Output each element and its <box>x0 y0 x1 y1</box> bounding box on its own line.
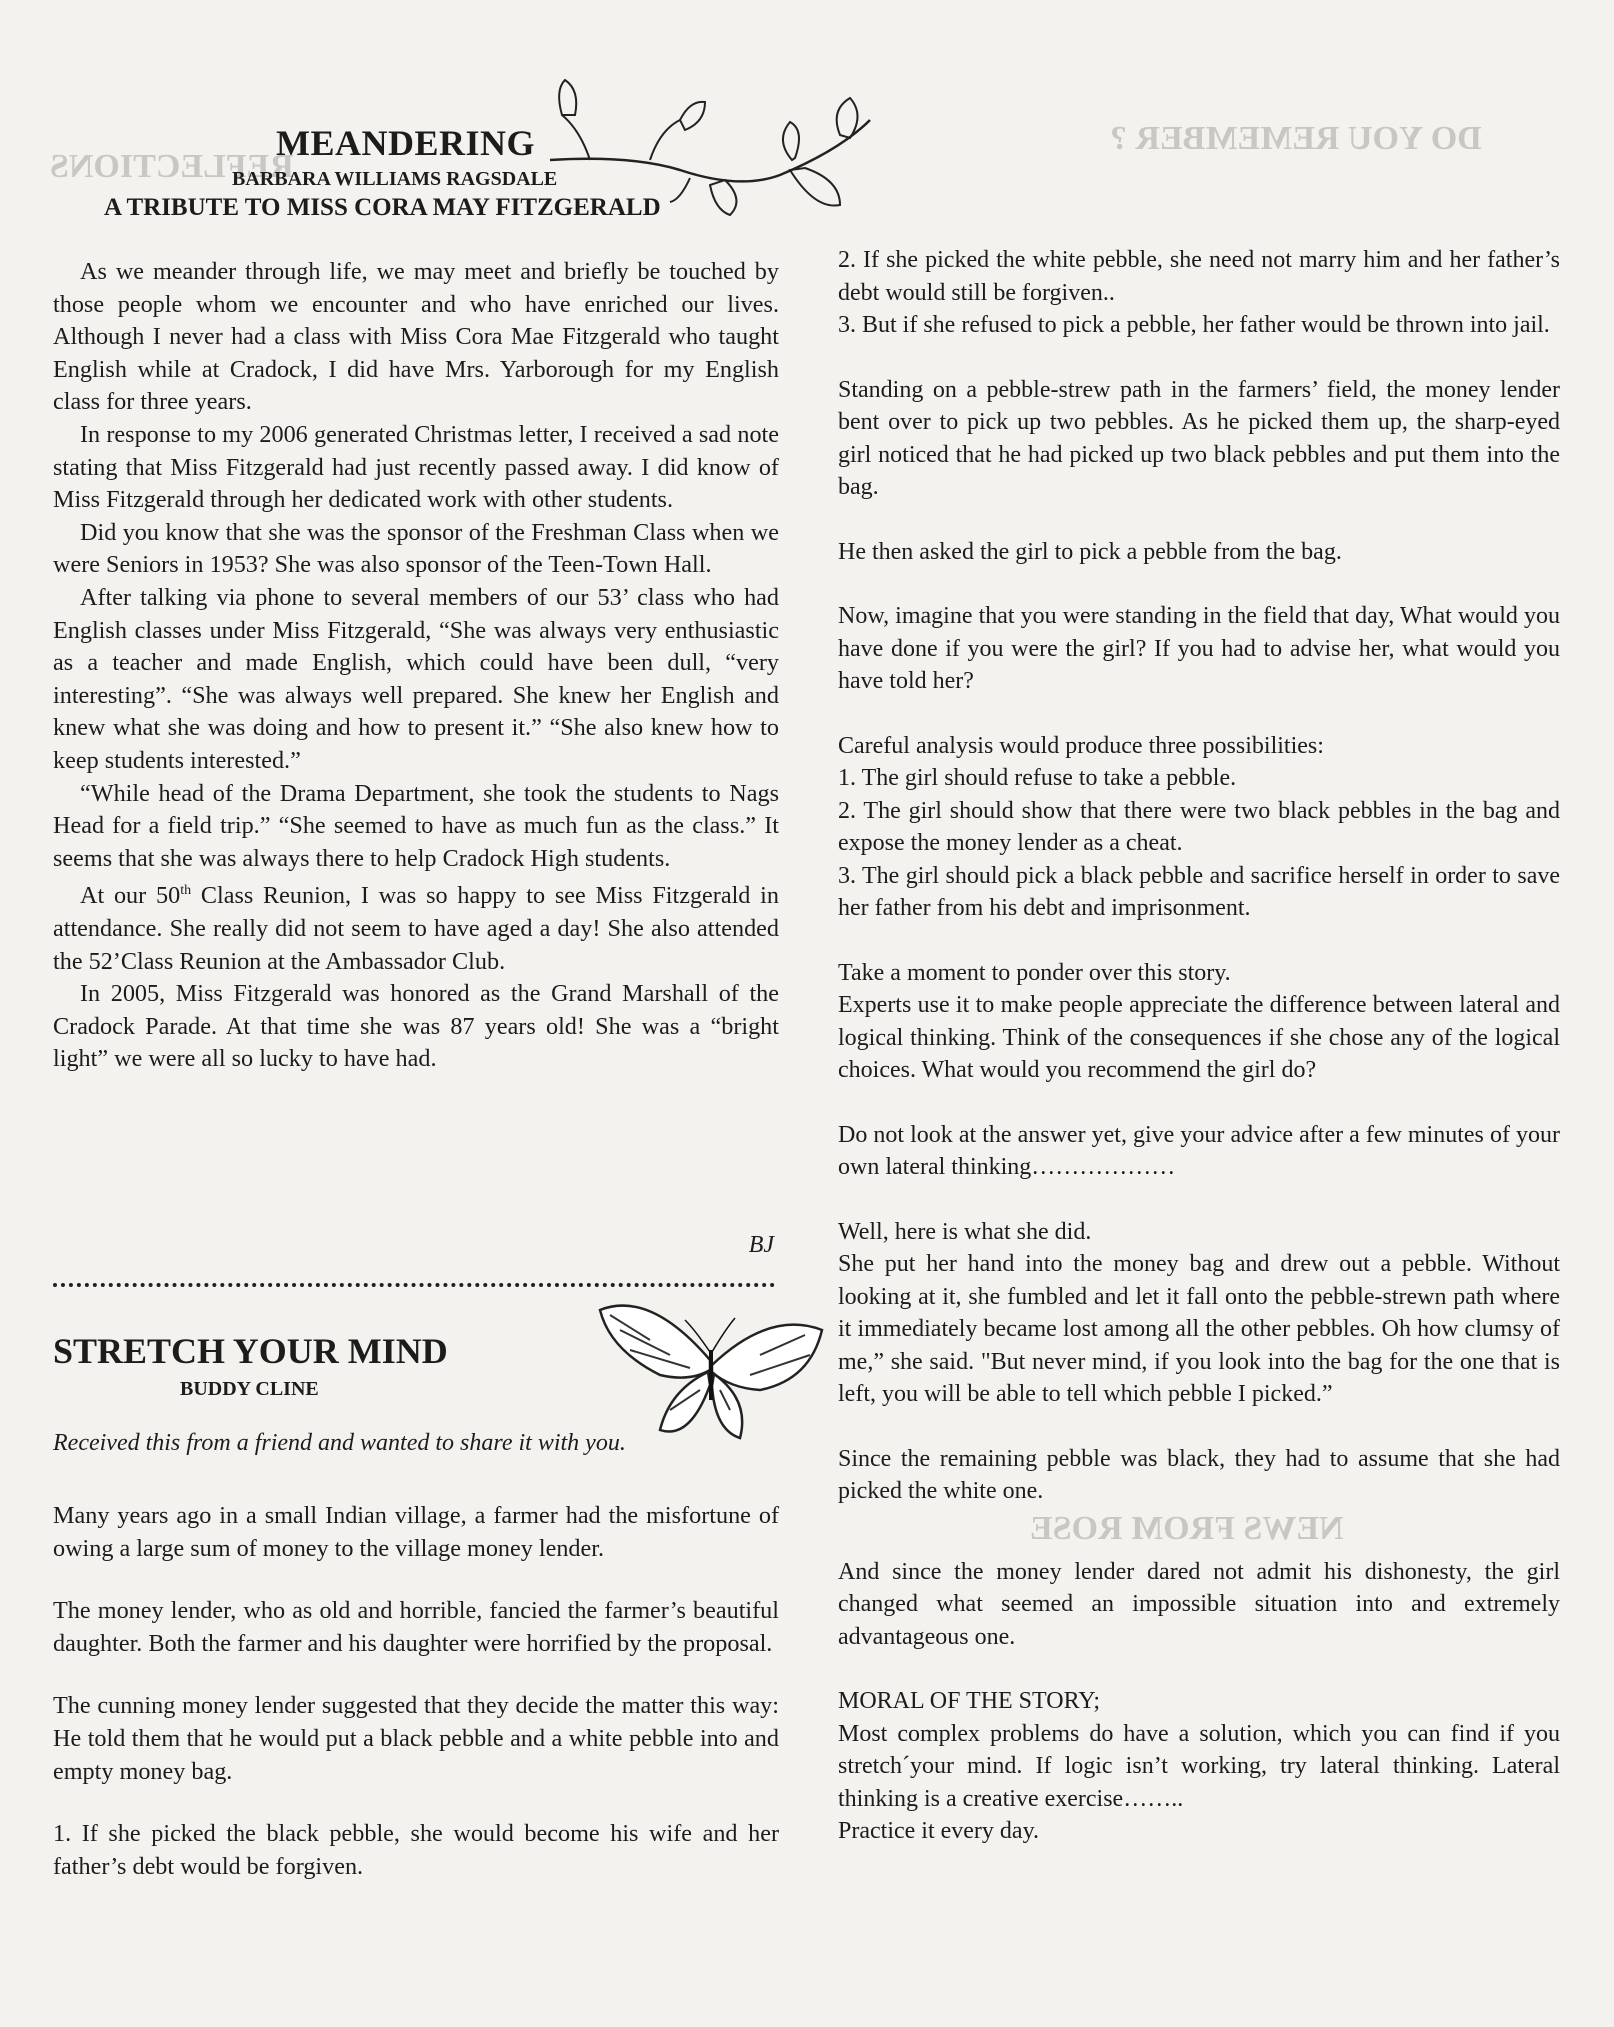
meandering-body <box>53 256 779 1076</box>
list-item: 2. The girl should show that there were two black pebbles in the bag and expose the money lender as a cheat. <box>838 797 1560 856</box>
paragraph: Experts use it to make people appreciate the difference between lateral and logical thinking. Think of the consequences if she chose any of the logical choices. What would you recommend the girl do? <box>838 992 1560 1083</box>
signature: BJ <box>748 1232 774 1258</box>
list-item: 3. The girl should pick a black pebble and sacrifice herself in order to save her father from his debt and imprisonment. <box>838 862 1560 921</box>
paragraph: Did you know that she was the sponsor of the Freshman Class when we were Seniors in 1953? She was also sponsor of the Teen-Town Hall. <box>53 518 779 579</box>
stretch-body-right <box>838 244 1560 1848</box>
list-item: 1. The girl should refuse to take a pebble. <box>838 765 1237 791</box>
stretch-intro: Received this from a friend and wanted to share it with you. <box>53 1430 626 1456</box>
paragraph: Take a moment to ponder over this story. <box>838 959 1231 986</box>
paragraph: Do not look at the answer yet, give your advice after a few minutes of your own lateral thinking……………… <box>838 1121 1560 1180</box>
reunion-superscript: th <box>180 883 192 899</box>
paragraph: 2. If she picked the white pebble, she need not marry him and her father’s debt would still be forgiven.. <box>838 247 1560 306</box>
paragraph: And since the money lender dared not admit his dishonesty, the girl changed what seemed an impossible situation into and extremely advantageous one. <box>838 1558 1560 1650</box>
moral-heading: MORAL OF THE STORY; <box>838 1688 1101 1714</box>
stretch-byline: BUDDY CLINE <box>180 1378 319 1400</box>
meandering-byline: BARBARA WILLIAMS RAGSDALE <box>232 168 558 190</box>
paragraph: Well, here is what she did. <box>838 1218 1092 1245</box>
paragraph: Most complex problems do have a solution, which you can find if you stretch´your mind. If logic isn’t working, try lateral thinking. Lateral thinking is a creative exercise…….. <box>838 1720 1560 1812</box>
paragraph: Since the remaining pebble was black, they had to assume that she had picked the white one. <box>838 1445 1560 1504</box>
paragraph: She put her hand into the money bag and drew out a pebble. Without looking at it, she fumbled and let it fall onto the pebble-strewn path where it immediately became lost among all the other pebbles. Oh how clumsy of me,” she said. "But never mind, if you look into the bag for the one that is left, you will be able to tell which pebble I picked.” <box>838 1251 1560 1407</box>
bleed-through-text: DO YOU REMEMBER ? <box>1110 120 1482 157</box>
meandering-subtitle: A TRIBUTE TO MISS CORA MAY FITZGERALD <box>104 194 661 221</box>
paragraph: Many years ago in a small Indian village, a farmer had the misfortune of owing a large sum of money to the village money lender. <box>53 1502 779 1562</box>
paragraph: 3. But if she refused to pick a pebble, her father would be thrown into jail. <box>838 312 1550 338</box>
paragraph: Careful analysis would produce three possibilities: <box>838 732 1324 759</box>
paragraph: Practice it every day. <box>838 1818 1040 1844</box>
stretch-body-left <box>53 1500 779 1883</box>
butterfly-illustration <box>590 1290 830 1450</box>
paragraph: In response to my 2006 generated Christmas letter, I received a sad note stating that Miss Fitzgerald had just recently passed away. I did know of Miss Fitzgerald through her dedicated work with other students. <box>53 420 779 514</box>
paragraph: He then asked the girl to pick a pebble from the bag. <box>838 538 1342 565</box>
stretch-title: STRETCH YOUR MIND <box>53 1331 448 1371</box>
paragraph: 1. If she picked the black pebble, she would become his wife and her father’s debt would be forgiven. <box>53 1820 779 1880</box>
paragraph: As we meander through life, we may meet and briefly be touched by those people whom we encounter and who have enriched our lives. Although I never had a class with Miss Cora Mae Fitzgerald who taught English while at Cradock, I did have Mrs. Yarborough for my English class for three years. <box>53 258 779 416</box>
reunion-text-start: At our 50 <box>80 882 181 910</box>
paragraph: After talking via phone to several members of our 53’ class who had English classes under Miss Fitzgerald, “She was always very enthusiastic as a teacher and made English, which could have been dull, “very interesting”. “She was always well prepared. She knew her English and knew what she was doing and how to present it.” “She also knew how to keep students interested.” <box>53 583 779 774</box>
meandering-title: MEANDERING <box>276 123 536 163</box>
paragraph-reunion <box>53 875 779 978</box>
section-divider <box>53 1283 775 1287</box>
bleed-through-text: REFLECTIONS <box>50 148 294 185</box>
paragraph: The cunning money lender suggested that they decide the matter this way: He told them that he would put a black pebble and a white pebble into and empty money bag. <box>53 1692 779 1785</box>
paragraph: In 2005, Miss Fitzgerald was honored as the Grand Marshall of the Cradock Parade. At that time she was 87 years old! She was a “bright light” we were all so lucky to have had. <box>53 980 779 1073</box>
paragraph: The money lender, who as old and horrible, fancied the farmer’s beautiful daughter. Both the farmer and his daughter were horrified by the proposal. <box>53 1597 779 1657</box>
reunion-text-end: Class Reunion, I was so happy to see Miss Fitzgerald in attendance. She really did not seem to have aged a day! She also attended the 52’Class Reunion at the Ambassador Club. <box>53 882 779 975</box>
paragraph: “While head of the Drama Department, she took the students to Nags Head for a field trip.” “She seemed to have as much fun as the class.” It seems that she was always there to help Cradock High students. <box>53 779 779 872</box>
paragraph: Standing on a pebble-strew path in the farmers’ field, the money lender bent over to pick up two pebbles. As he picked them up, the sharp-eyed girl noticed that he had picked up two black pebbles and put them into the bag. <box>838 376 1560 500</box>
paragraph: Now, imagine that you were standing in the field that day, What would you have done if you were the girl? If you had to advise her, what would you have told her? <box>838 603 1560 694</box>
bleed-through-text: NEWS FROM ROSE <box>1030 1510 1344 1547</box>
